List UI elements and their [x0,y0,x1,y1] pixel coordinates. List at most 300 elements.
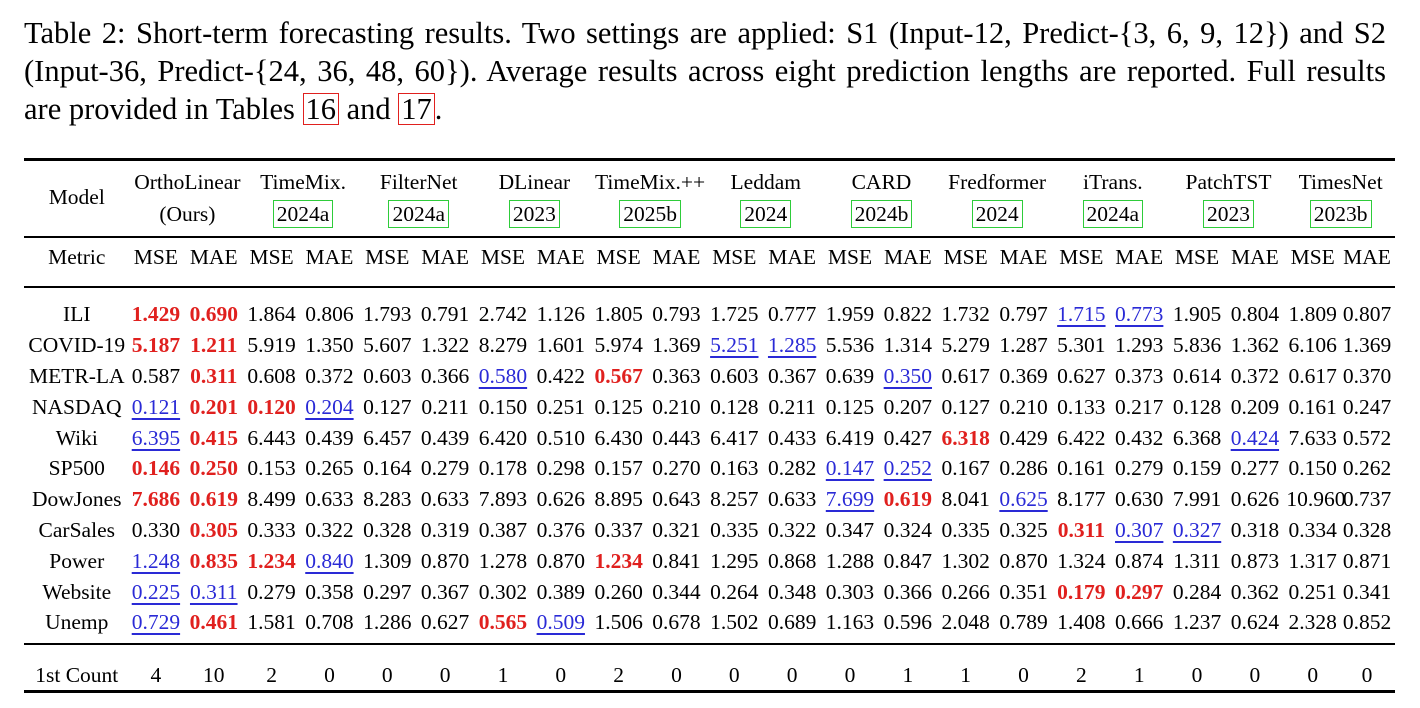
value-cell [477,453,530,484]
value-cell [245,330,298,361]
table-row [24,545,1395,576]
value-text: 0.822 [883,302,933,327]
value-text: 1.302 [941,548,990,573]
value-cell [529,422,592,453]
value-text: 0.262 [1342,456,1392,481]
best-value: 0.311 [190,363,238,388]
best-value: 0.179 [1057,579,1106,604]
value-text: 0.389 [536,579,585,604]
second-best-value: 0.327 [1172,517,1222,542]
value-text: 0.603 [710,363,759,388]
value-text: 2.742 [478,302,528,327]
value-cell [361,361,414,392]
table-row [24,515,1395,546]
value-cell [361,391,414,422]
value-cell [529,484,592,515]
value-cell [876,330,939,361]
dataset-name: DowJones [31,487,122,512]
value-cell [529,299,592,330]
value-text: 0.178 [478,456,528,481]
value-cell [1223,453,1286,484]
value-cell [645,484,708,515]
best-value: 0.690 [189,302,238,327]
value-text: 0.369 [999,363,1048,388]
value-cell [1108,545,1171,576]
value-cell [477,361,530,392]
first-count-value: 0 [381,662,393,687]
best-value: 0.201 [189,394,238,419]
value-text: 0.847 [883,548,933,573]
value-cell [708,453,761,484]
value-text: 0.841 [652,548,701,573]
value-cell [708,484,761,515]
first-count-value: 0 [786,662,798,687]
value-cell [1171,361,1224,392]
value-text: 0.777 [767,302,817,327]
value-cell [1108,422,1171,453]
value-cell [1339,299,1395,330]
best-value: 0.461 [189,610,238,635]
value-text: 10.960 [1286,487,1346,512]
value-text: 1.408 [1057,610,1106,635]
best-value: 6.318 [941,425,990,450]
value-text: 0.319 [420,517,470,542]
value-cell [130,484,183,515]
value-cell [708,330,761,361]
value-cell [298,391,361,422]
best-value: 1.211 [190,333,238,358]
value-cell [708,391,761,422]
value-cell [645,299,708,330]
value-cell [876,453,939,484]
value-cell [876,576,939,607]
value-cell [414,607,477,638]
value-text: 0.443 [652,425,701,450]
value-cell [939,484,992,515]
value-text: 1.581 [247,610,296,635]
value-text: 0.334 [1288,517,1337,542]
value-cell [529,607,592,638]
value-text: 0.128 [710,394,759,419]
value-cell [529,576,592,607]
value-cell [361,299,414,330]
value-text: 0.127 [363,394,412,419]
first-count-label: 1st Count [35,662,119,687]
first-count-value: 0 [1191,662,1203,687]
results-table-body [24,164,1395,708]
value-text: 0.358 [305,579,354,604]
value-text: 8.041 [941,487,990,512]
value-text: 0.362 [1230,579,1280,604]
first-count-value: 1 [902,662,914,687]
value-text: 0.335 [941,517,990,542]
value-cell [414,545,477,576]
model-year-cell-0 [130,197,246,229]
value-cell [414,515,477,546]
value-cell [477,422,530,453]
value-cell [824,391,877,422]
first-count-value: 0 [728,662,740,687]
value-text: 0.804 [1230,302,1280,327]
citation-link-5[interactable]: 2024 [740,200,791,228]
first-count-value: 1 [497,662,509,687]
value-text: 0.626 [1230,487,1280,512]
value-cell [645,330,708,361]
value-cell [1171,576,1224,607]
value-cell [1223,391,1286,422]
metric-header-mae: MAE [421,245,469,269]
value-cell [824,576,877,607]
value-cell [130,576,183,607]
first-count-value: 0 [1018,662,1029,687]
value-cell [1339,391,1395,422]
value-cell [1108,453,1171,484]
value-cell [245,361,298,392]
value-cell [1108,484,1171,515]
value-text: 2.328 [1288,610,1337,635]
table-row [24,299,1395,330]
value-cell [939,422,992,453]
citation-link-10[interactable]: 2023b [1310,200,1372,228]
value-cell [1286,576,1339,607]
value-text: 0.630 [1115,487,1164,512]
value-text: 0.348 [767,579,817,604]
citation-link-7[interactable]: 2024 [972,200,1023,228]
value-text: 0.370 [1342,363,1392,388]
model-year-cell-3 [477,197,593,229]
value-text: 6.430 [594,425,643,450]
best-value: 0.619 [883,487,933,512]
value-text: 1.311 [1173,548,1221,573]
value-text: 0.874 [1115,548,1164,573]
model-name-4: TimeMix.++ [595,170,706,194]
metric-header-mae: MAE [305,245,354,269]
value-cell [1286,422,1339,453]
value-cell [761,299,824,330]
value-text: 0.328 [363,517,412,542]
value-text: 0.150 [478,394,528,419]
value-text: 0.624 [1230,610,1280,635]
value-cell [1171,545,1224,576]
model-name-7: Fredformer [948,170,1047,194]
value-text: 0.159 [1172,456,1222,481]
value-text: 0.351 [999,579,1048,604]
value-cell [1055,422,1108,453]
value-cell [1108,330,1171,361]
value-text: 0.429 [999,425,1048,450]
model-name-2: FilterNet [379,170,458,194]
metric-header-mse: MSE [480,245,526,269]
first-count-value: 0 [1249,662,1261,687]
value-text: 5.974 [594,333,643,358]
best-value: 1.234 [247,548,296,573]
value-cell [876,422,939,453]
value-text: 1.369 [652,333,701,358]
table-row [24,576,1395,607]
value-text: 1.506 [594,610,643,635]
first-count-value: 2 [613,662,624,687]
best-value: 0.146 [131,456,181,481]
value-cell [245,299,298,330]
model-name-5: Leddam [730,170,801,194]
table-row [24,361,1395,392]
best-value: 0.567 [594,363,643,388]
value-cell [1171,515,1224,546]
value-cell [414,422,477,453]
value-text: 5.301 [1057,333,1106,358]
dataset-name: Wiki [55,425,98,450]
value-cell [645,422,708,453]
value-cell [645,515,708,546]
value-text: 0.627 [420,610,470,635]
value-text: 0.298 [536,456,585,481]
header-row-model-years [24,197,1395,229]
value-cell [414,299,477,330]
value-cell [939,515,992,546]
value-text: 6.106 [1288,333,1337,358]
value-text: 0.422 [536,363,585,388]
citation-link-9[interactable]: 2023 [1203,200,1254,228]
value-text: 0.387 [478,517,528,542]
second-best-value: 7.699 [825,487,875,512]
value-cell [1339,330,1395,361]
model-name-3: DLinear [498,170,571,194]
value-cell [992,330,1055,361]
header-row-metrics [24,229,1395,285]
value-cell [245,453,298,484]
metric-header-mse: MSE [596,245,641,269]
value-text: 1.288 [825,548,875,573]
value-text: 0.128 [1172,394,1222,419]
model-label: Model [48,184,105,209]
metric-header-mae: MAE [768,245,817,269]
value-text: 0.870 [999,548,1048,573]
value-text: 0.871 [1342,548,1392,573]
best-value: 0.305 [189,517,238,542]
value-cell [477,607,530,638]
value-cell [361,607,414,638]
value-cell [708,545,761,576]
best-value: 5.187 [131,333,181,358]
value-text: 8.499 [247,487,296,512]
second-best-value: 0.840 [305,548,354,573]
spacer-cell [24,285,1395,299]
value-cell [529,361,592,392]
value-cell [876,607,939,638]
value-cell [414,484,477,515]
value-cell [1286,330,1339,361]
value-cell [1339,607,1395,638]
model-year-cell-10 [1286,197,1395,229]
citation-link-3[interactable]: 2023 [509,200,560,228]
value-cell [1286,484,1346,515]
value-text: 0.510 [536,425,585,450]
dataset-name: Power [49,548,105,573]
dataset-name: SP500 [48,456,105,481]
value-cell [361,453,414,484]
value-text: 0.210 [999,394,1048,419]
citation-link-8[interactable]: 2024a [1083,200,1144,228]
value-text: 0.325 [999,517,1048,542]
top-rule [24,158,1395,161]
citation-link-4[interactable]: 2025b [619,200,681,228]
second-best-value: 0.147 [825,456,875,481]
value-text: 0.432 [1115,425,1164,450]
value-text: 0.596 [883,610,933,635]
value-cell [182,330,245,361]
best-value: 0.297 [1115,579,1164,604]
value-text: 0.150 [1288,456,1337,481]
value-text: 0.344 [652,579,701,604]
value-cell [298,515,361,546]
value-cell [182,607,245,638]
value-cell [645,545,708,576]
value-text: 0.666 [1115,610,1164,635]
value-cell [1108,391,1171,422]
value-cell [1286,607,1339,638]
value-cell [245,484,298,515]
value-text: 1.732 [941,302,990,327]
value-text: 0.852 [1342,610,1392,635]
value-text: 0.297 [363,579,412,604]
value-cell [592,391,645,422]
spacer-row [24,285,1395,299]
citation-link-6[interactable]: 2024b [851,200,913,228]
value-text: 1.322 [420,333,470,358]
value-cell [1286,361,1339,392]
value-cell [1339,422,1395,453]
value-cell [708,515,761,546]
value-text: 6.457 [363,425,412,450]
best-value: 0.120 [247,394,296,419]
value-text: 1.805 [594,302,643,327]
value-cell [824,515,877,546]
value-text: 0.125 [594,394,643,419]
value-text: 0.127 [941,394,990,419]
value-cell [761,484,824,515]
value-cell [592,422,645,453]
value-cell [761,453,824,484]
value-cell [361,330,414,361]
model-year-cell-9 [1171,197,1287,229]
value-cell [477,576,530,607]
value-cell [1055,453,1108,484]
value-cell [992,576,1055,607]
second-best-value: 1.248 [131,548,181,573]
value-text: 0.372 [1230,363,1280,388]
metric-label: Metric [48,245,106,269]
model-name-9: PatchTST [1185,170,1272,194]
value-text: 0.372 [305,363,354,388]
value-text: 0.161 [1288,394,1337,419]
value-text: 5.279 [941,333,990,358]
value-text: 0.572 [1342,425,1392,450]
second-best-value: 0.509 [536,610,585,635]
value-text: 0.367 [767,363,817,388]
value-text: 6.419 [825,425,875,450]
value-cell [298,361,361,392]
value-text: 0.587 [131,363,181,388]
value-cell [708,576,761,607]
value-cell [298,453,361,484]
value-text: 1.314 [883,333,933,358]
best-value: 0.619 [189,487,238,512]
value-cell [414,391,477,422]
first-count-value: 0 [555,662,567,687]
second-best-value: 0.311 [189,579,238,604]
value-cell [414,330,477,361]
value-cell [182,453,245,484]
value-text: 1.959 [825,302,875,327]
value-text: 0.614 [1172,363,1222,388]
value-cell [824,361,877,392]
table-row [24,607,1395,638]
table-ref-link-16[interactable]: 16 [303,93,340,125]
value-cell [992,515,1055,546]
value-cell [645,607,708,638]
first-count-value: 0 [1361,662,1373,687]
value-cell [1108,299,1171,330]
metric-header-mae: MAE [536,245,585,269]
metric-header-mae: MAE [883,245,932,269]
value-text: 0.337 [594,517,643,542]
value-cell [1223,515,1286,546]
value-cell [245,576,298,607]
caption-text: Table 2: Short-term forecasting results. Two settings are applied: S1 (Input-12, Predict-{3, 6, 9, 12}) and S2 (Input-36, Predict-{24, 36, 48, 60}). Average results across eight prediction lengths are reported. Full results are provided in Tables [24,16,1386,126]
value-cell [361,576,414,607]
first-count-value: 4 [150,662,162,687]
value-text: 0.207 [883,394,933,419]
value-cell [182,299,245,330]
value-cell [761,515,824,546]
value-text: 5.607 [363,333,412,358]
value-cell [708,299,761,330]
value-text: 0.433 [767,425,817,450]
value-text: 0.264 [710,579,759,604]
value-cell [1223,361,1286,392]
first-count-value: 2 [266,662,277,687]
value-text: 6.420 [478,425,528,450]
best-value: 1.429 [131,302,181,327]
value-text: 1.317 [1288,548,1337,573]
value-cell [1286,391,1339,422]
value-text: 0.627 [1057,363,1106,388]
dataset-name: CarSales [38,517,115,542]
value-cell [477,330,530,361]
metric-header-mse: MSE [1059,245,1104,269]
metric-header-mse: MSE [1174,245,1220,269]
value-cell [245,391,298,422]
second-best-value: 0.307 [1115,517,1164,542]
value-cell [592,607,645,638]
value-cell [939,453,992,484]
value-cell [761,361,824,392]
value-text: 0.209 [1230,394,1280,419]
second-best-value: 0.350 [883,363,933,388]
value-cell [182,576,245,607]
citation-link-2[interactable]: 2024a [388,200,449,228]
value-cell [1055,391,1108,422]
table-ref-link-17[interactable]: 17 [398,93,435,125]
value-text: 0.157 [594,456,643,481]
value-cell [298,299,361,330]
value-cell [1171,422,1224,453]
best-value: 0.835 [189,548,238,573]
value-cell [761,422,824,453]
citation-link-1[interactable]: 2024a [273,200,334,228]
value-cell [529,330,592,361]
value-cell [992,361,1055,392]
